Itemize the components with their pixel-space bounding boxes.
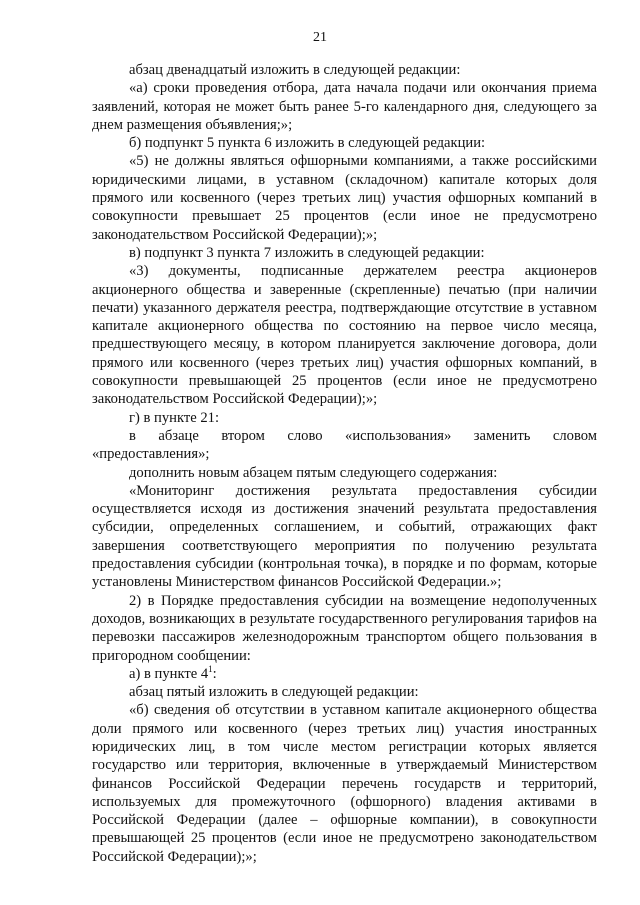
paragraph: «а) сроки проведения отбора, дата начала подачи или окончания приема заявлений, которая не может быть ранее 5-го календарного дня, следующего за днем размещения объявления;»; [92,80,597,133]
paragraph: г) в пункте 21: [129,409,219,426]
paragraph: «Мониторинг достижения результата предоставления субсидии осуществляется исходя из достижения значений результата предоставления субсидии, определенных соглашением, и событий, отражающих факт завершения соответствующего мероприятия по получению результата предоставления субсидии (контрольная точка), в порядке и по формам, которые установлены Министерством финансов Российской Федерации.»; [92,482,597,591]
paragraph: в абзаце втором слово «использования» заменить словом «предоставления»; [92,427,597,463]
paragraph: «б) сведения об отсутствии в уставном капитале акционерного общества доли прямого или косвенного (через третьих лиц) участия иностранных юридических лиц, в том числе местом регистрации которых является государство или территория, включенные в утверждаемый Министерством финансов Российской Федерации перечень государств и территорий, используемых для промежуточного (офшорного) владения активами в Российской Федерации (далее – офшорные компании), в совокупности превышающей 25 процентов (если иное не предусмотрено законодательством Российской Федерации);»; [92,702,597,865]
page-number: 21 [313,30,327,45]
document-body [92,61,597,866]
paragraph: б) подпункт 5 пункта 6 изложить в следующей редакции: [129,135,486,152]
paragraph-suffix: : [212,665,217,682]
paragraph: «3) документы, подписанные держателем реестра акционеров акционерного общества и заверенные (скрепленные) печатью (при наличии печати) указанного держателя реестра, подтверждающие отсутствие в уставном капитале акционерного общества по состоянию на первое число месяца, предшествующего месяцу, в котором планируется заключение договора, доли прямого или косвенного (через третьих лиц) участия офшорных компаний, в совокупности превышающей 25 процентов (если иное не предусмотрено законодательством Российской Федерации);»; [92,263,597,408]
paragraph: «5) не должны являться офшорными компаниями, а также российскими юридическими лицами, в уставном (складочном) капитале которых доля прямого или косвенного (через третьих лиц) участия офшорных компаний в совокупности превышает 25 процентов (если иное не предусмотрено законодательством Российской Федерации);»; [92,153,597,243]
paragraph: в) подпункт 3 пункта 7 изложить в следующей редакции: [129,244,485,261]
paragraph-text: а) в пункте 4 [129,665,209,682]
paragraph-with-superscript [92,665,597,683]
superscript: 1 [208,663,213,674]
paragraph: 2) в Порядке предоставления субсидии на возмещение недополученных доходов, возникающих в результате государственного регулирования тарифов на перевозки пассажиров железнодорожным транспортом общего пользования в пригородном сообщении: [92,592,597,664]
paragraph: дополнить новым абзацем пятым следующего содержания: [129,464,498,481]
paragraph: абзац двенадцатый изложить в следующей редакции: [129,62,461,78]
paragraph: абзац пятый изложить в следующей редакции: [129,684,419,701]
